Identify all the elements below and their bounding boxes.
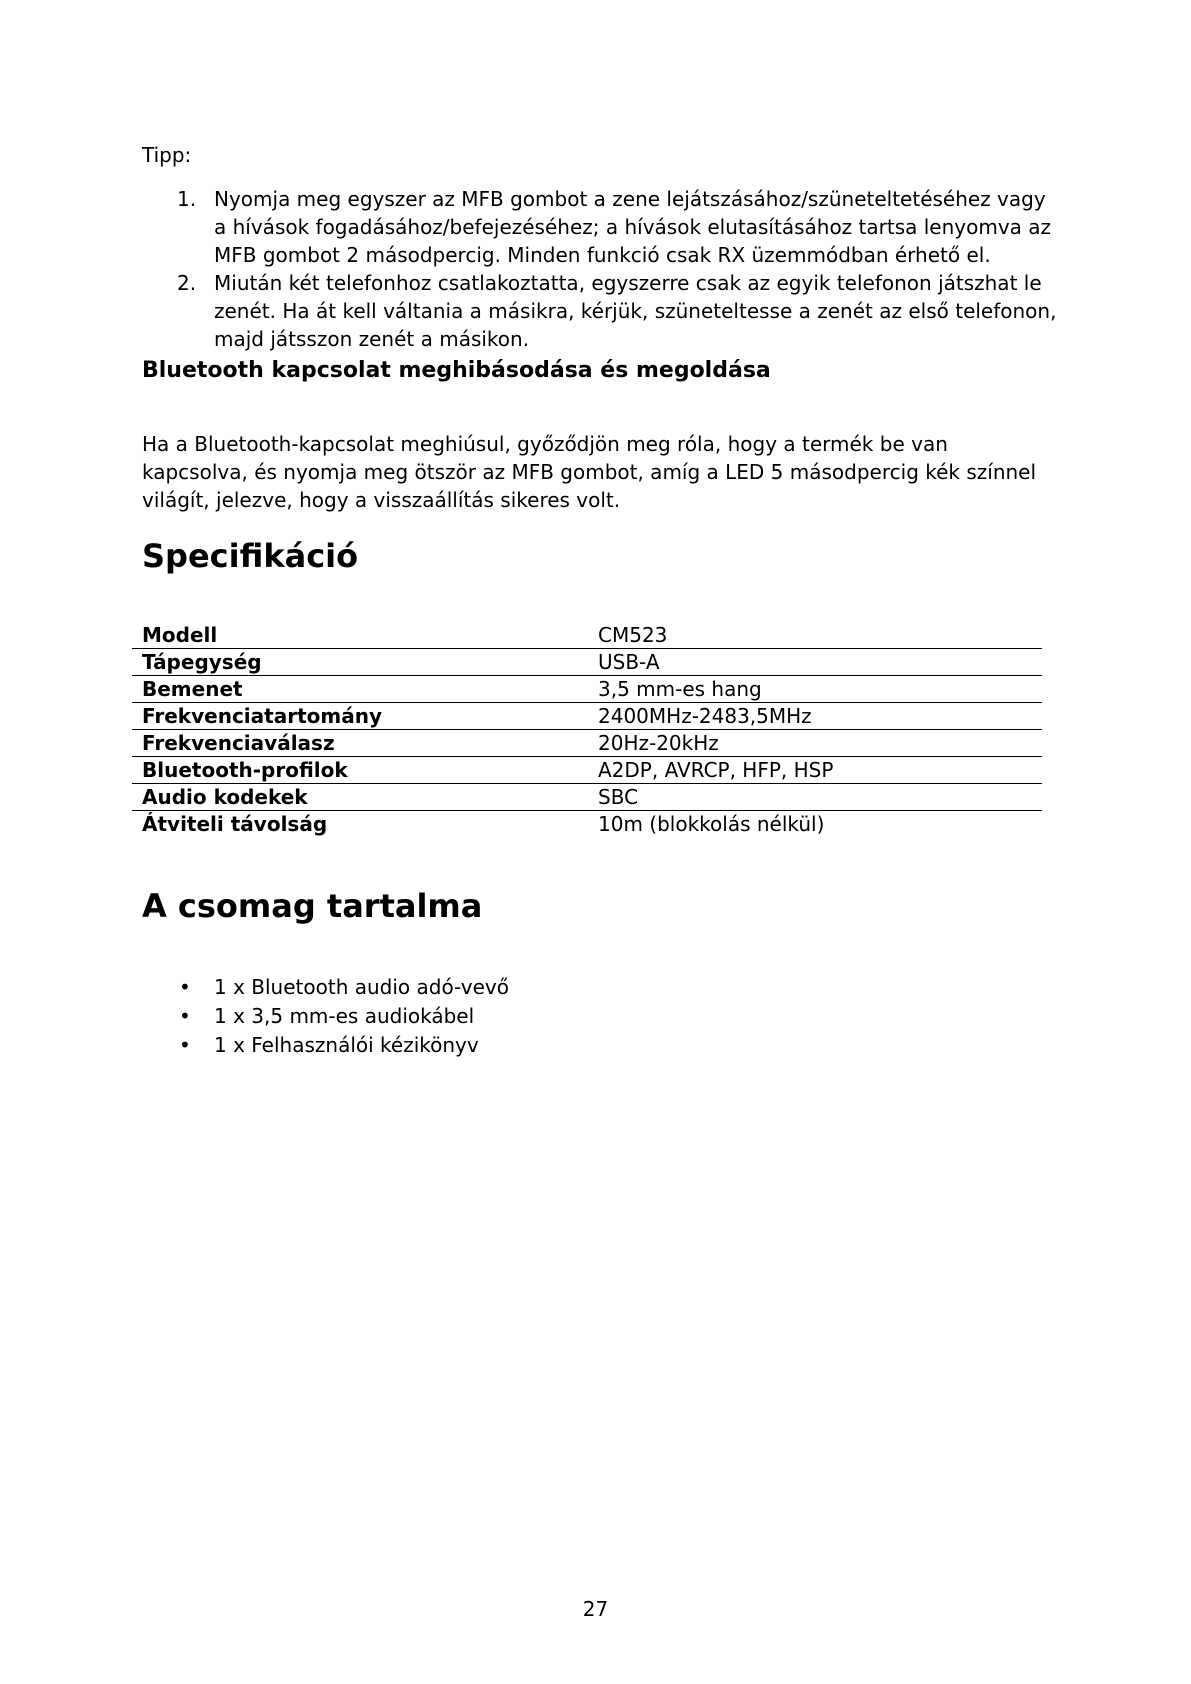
spec-label: Audio kodekek (132, 784, 588, 811)
list-item-text: 1 x Felhasználói kézikönyv (214, 1033, 479, 1057)
table-row (132, 784, 1042, 811)
tip-line: Nyomja meg egyszer az MFB gombot a zene lejátszásához/szüneteltetéséhez vagy (214, 187, 1046, 211)
spec-value: USB-A (588, 649, 1042, 676)
bluetooth-troubleshooting-heading: Bluetooth kapcsolat meghibásodása és megoldása (142, 358, 771, 383)
paragraph-line: Ha a Bluetooth-kapcsolat meghiúsul, győződjön meg róla, hogy a termék be van (142, 432, 948, 456)
tip-line: zenét. Ha át kell váltania a másikra, kérjük, szüneteltesse a zenét az első telefonon, (214, 299, 1057, 323)
specification-table (132, 622, 1042, 837)
spec-value: 20Hz-20kHz (588, 730, 1042, 757)
tip-number: 2. (177, 271, 197, 295)
spec-label: Frekvenciaválasz (132, 730, 588, 757)
table-row (132, 622, 1042, 649)
bullet-icon: • (179, 975, 191, 999)
table-row (132, 757, 1042, 784)
tip-line: majd játsszon zenét a másikon. (214, 327, 530, 351)
spec-value: 10m (blokkolás nélkül) (598, 812, 825, 836)
spec-label: Frekvenciatartomány (132, 703, 588, 730)
bullet-icon: • (179, 1033, 191, 1057)
page-number: 27 (582, 1597, 609, 1621)
table-row (132, 730, 1042, 757)
tips-list (142, 185, 1062, 353)
spec-value: 2400MHz-2483,5MHz (588, 703, 1042, 730)
tip-label: Tipp: (142, 143, 192, 167)
bluetooth-troubleshooting-paragraph (142, 430, 1062, 514)
list-item-text: 1 x Bluetooth audio adó-vevő (214, 975, 509, 999)
spec-label: Tápegység (132, 649, 588, 676)
list-item-text: 1 x 3,5 mm-es audiokábel (214, 1004, 475, 1028)
list-item (142, 1002, 509, 1031)
table-row (132, 649, 1042, 676)
tip-item-1 (142, 185, 1062, 269)
paragraph-line: kapcsolva, és nyomja meg ötször az MFB gombot, amíg a LED 5 másodpercig kék színnel (142, 460, 1037, 484)
spec-value: A2DP, AVRCP, HFP, HSP (588, 757, 1042, 784)
table-row (132, 703, 1042, 730)
spec-value: CM523 (588, 622, 1042, 649)
tip-number: 1. (177, 187, 197, 211)
package-contents-heading: A csomag tartalma (142, 887, 483, 925)
tip-line: MFB gombot 2 másodpercig. Minden funkció csak RX üzemmódban érhető el. (214, 243, 991, 267)
list-item (142, 973, 509, 1002)
bullet-icon: • (179, 1004, 191, 1028)
spec-value: 3,5 mm-es hang (588, 676, 1042, 703)
tip-line: a hívások fogadásához/befejezéséhez; a hívások elutasításához tartsa lenyomva az (214, 215, 1052, 239)
spec-label: Bemenet (132, 676, 588, 703)
specification-heading: Specifikáció (142, 537, 359, 575)
package-contents-list (142, 973, 509, 1060)
paragraph-line: világít, jelezve, hogy a visszaállítás sikeres volt. (142, 488, 621, 512)
table-row (132, 811, 1042, 838)
table-row (132, 676, 1042, 703)
tip-item-2 (142, 269, 1062, 353)
spec-label: Bluetooth-profilok (132, 757, 588, 784)
spec-label: Modell (132, 622, 588, 649)
tip-line: Miután két telefonhoz csatlakoztatta, egyszerre csak az egyik telefonon játszhat le (214, 271, 1042, 295)
list-item (142, 1031, 509, 1060)
spec-value: SBC (588, 784, 1042, 811)
spec-label: Átviteli távolság (142, 812, 328, 836)
